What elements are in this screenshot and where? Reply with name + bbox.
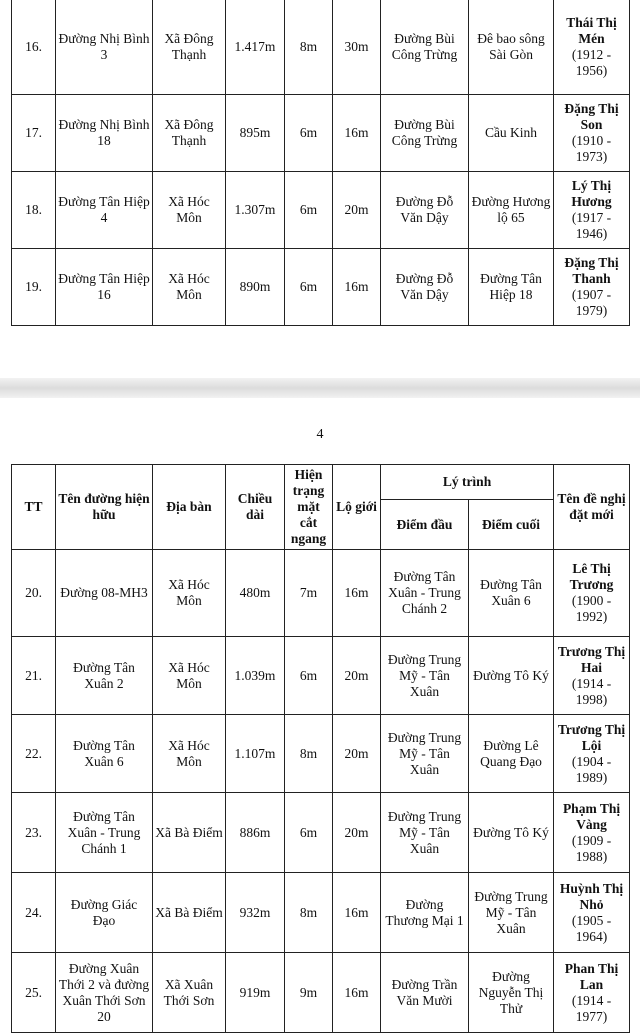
cell-dia-ban: Xã Bà Điểm — [153, 793, 226, 873]
street-table-continued — [11, 0, 630, 326]
cell-chieu-dai: 919m — [226, 953, 285, 1033]
cell-ten-moi — [554, 249, 630, 326]
street-table — [11, 464, 630, 1033]
page-number: 4 — [316, 427, 324, 442]
cell-diem-dau: Đường Trung Mỹ - Tân Xuân — [381, 637, 469, 715]
proposed-name: Trương Thị Hai — [557, 643, 626, 675]
header-ten-duong: Tên đường hiện hữu — [56, 465, 153, 550]
cell-lo-gioi: 20m — [333, 715, 381, 793]
life-years: (1917 - 1946) — [571, 210, 612, 241]
cell-dia-ban: Xã Xuân Thới Sơn — [153, 953, 226, 1033]
cell-dia-ban: Xã Hóc Môn — [153, 550, 226, 637]
proposed-name: Đặng Thị Thanh — [564, 255, 619, 286]
document-page-4 — [0, 398, 640, 1032]
table-row — [12, 550, 630, 637]
header-dia-ban: Địa bàn — [153, 465, 226, 550]
table-row — [12, 637, 630, 715]
cell-hien-trang: 6m — [285, 793, 333, 873]
cell-diem-cuoi: Đường Tô Ký — [469, 793, 554, 873]
cell-lo-gioi: 30m — [333, 0, 381, 95]
page-separator — [0, 378, 640, 398]
table-row — [12, 172, 630, 249]
cell-diem-cuoi: Đường Trung Mỹ - Tân Xuân — [469, 873, 554, 953]
cell-ten-duong: Đường Nhị Bình 3 — [56, 0, 153, 95]
cell-hien-trang: 7m — [285, 550, 333, 637]
cell-diem-cuoi: Đường Tân Xuân 6 — [469, 550, 554, 637]
cell-chieu-dai: 1.417m — [226, 0, 285, 95]
header-lo-gioi: Lộ giới — [333, 465, 381, 550]
cell-diem-cuoi: Đường Lê Quang Đạo — [469, 715, 554, 793]
cell-diem-cuoi: Đường Tân Hiệp 18 — [469, 249, 554, 326]
proposed-name: Đặng Thị Son — [564, 101, 619, 132]
life-years: (1910 - 1973) — [571, 133, 612, 164]
cell-ten-moi — [554, 95, 630, 172]
cell-lo-gioi: 20m — [333, 793, 381, 873]
cell-dia-ban: Xã Đông Thạnh — [153, 95, 226, 172]
cell-ten-moi — [554, 873, 630, 953]
proposed-name: Phạm Thị Vàng — [562, 800, 621, 832]
cell-chieu-dai: 886m — [226, 793, 285, 873]
proposed-name: Phan Thị Lan — [564, 960, 619, 992]
cell-diem-cuoi: Đường Nguyễn Thị Thử — [469, 953, 554, 1033]
table-row — [12, 715, 630, 793]
table-header-row — [12, 465, 630, 500]
cell-hien-trang: 8m — [285, 0, 333, 95]
life-years: (1914 - 1998) — [571, 675, 612, 707]
life-years: (1914 - 1977) — [571, 992, 612, 1024]
proposed-name: Lý Thị Hương — [571, 178, 612, 209]
proposed-name: Lê Thị Trương — [569, 561, 614, 592]
cell-ten-duong: Đường Nhị Bình 18 — [56, 95, 153, 172]
proposed-name: Huỳnh Thị Nhỏ — [559, 880, 624, 912]
cell-tt: 19. — [12, 249, 56, 326]
life-years: (1907 - 1979) — [571, 287, 612, 318]
cell-diem-cuoi: Đường Tô Ký — [469, 637, 554, 715]
table-row — [12, 0, 630, 95]
cell-dia-ban: Xã Đông Thạnh — [153, 0, 226, 95]
cell-diem-dau: Đường Trung Mỹ - Tân Xuân — [381, 793, 469, 873]
cell-tt: 25. — [12, 953, 56, 1033]
life-years: (1900 - 1992) — [571, 593, 612, 624]
cell-ten-duong: Đường Tân Hiệp 4 — [56, 172, 153, 249]
life-years: (1904 - 1989) — [571, 753, 612, 785]
cell-tt: 24. — [12, 873, 56, 953]
cell-ten-moi — [554, 550, 630, 637]
cell-diem-dau: Đường Đỗ Văn Dậy — [381, 172, 469, 249]
table-row — [12, 873, 630, 953]
cell-diem-cuoi: Đê bao sông Sài Gòn — [469, 0, 554, 95]
cell-dia-ban: Xã Hóc Môn — [153, 637, 226, 715]
cell-ten-moi — [554, 0, 630, 95]
cell-diem-cuoi: Cầu Kinh — [469, 95, 554, 172]
cell-lo-gioi: 20m — [333, 172, 381, 249]
life-years: (1912 - 1956) — [571, 47, 612, 78]
cell-diem-dau: Đường Trần Văn Mười — [381, 953, 469, 1033]
cell-dia-ban: Xã Bà Điểm — [153, 873, 226, 953]
cell-tt: 23. — [12, 793, 56, 873]
cell-tt: 20. — [12, 550, 56, 637]
cell-hien-trang: 6m — [285, 249, 333, 326]
cell-hien-trang: 8m — [285, 715, 333, 793]
cell-dia-ban: Xã Hóc Môn — [153, 715, 226, 793]
table-row — [12, 249, 630, 326]
cell-ten-duong: Đường Tân Xuân - Trung Chánh 1 — [56, 793, 153, 873]
cell-dia-ban: Xã Hóc Môn — [153, 172, 226, 249]
cell-chieu-dai: 1.107m — [226, 715, 285, 793]
cell-tt: 17. — [12, 95, 56, 172]
table-row — [12, 793, 630, 873]
cell-lo-gioi: 16m — [333, 550, 381, 637]
life-years: (1909 - 1988) — [571, 832, 612, 864]
header-tt: TT — [12, 465, 56, 550]
cell-lo-gioi: 16m — [333, 95, 381, 172]
cell-lo-gioi: 16m — [333, 953, 381, 1033]
cell-diem-cuoi: Đường Hương lộ 65 — [469, 172, 554, 249]
cell-diem-dau: Đường Tân Xuân - Trung Chánh 2 — [381, 550, 469, 637]
cell-chieu-dai: 1.307m — [226, 172, 285, 249]
table-row — [12, 953, 630, 1033]
cell-ten-moi — [554, 953, 630, 1033]
cell-hien-trang: 8m — [285, 873, 333, 953]
cell-chieu-dai: 895m — [226, 95, 285, 172]
cell-tt: 16. — [12, 0, 56, 95]
header-diem-dau: Điểm đầu — [381, 500, 469, 550]
proposed-name: Trương Thị Lội — [557, 721, 626, 753]
cell-hien-trang: 6m — [285, 637, 333, 715]
cell-ten-moi — [554, 172, 630, 249]
cell-ten-duong: Đường Xuân Thới 2 và đường Xuân Thới Sơn 20 — [56, 953, 153, 1033]
cell-ten-duong: Đường Giác Đạo — [56, 873, 153, 953]
cell-diem-dau: Đường Thương Mại 1 — [381, 873, 469, 953]
cell-tt: 21. — [12, 637, 56, 715]
cell-hien-trang: 6m — [285, 95, 333, 172]
proposed-name: Thái Thị Mén — [566, 15, 617, 46]
header-ten-de-nghi: Tên đề nghị đặt mới — [554, 465, 630, 550]
header-diem-cuoi: Điểm cuối — [469, 500, 554, 550]
header-chieu-dai: Chiều dài — [226, 465, 285, 550]
cell-chieu-dai: 890m — [226, 249, 285, 326]
cell-ten-duong: Đường Tân Xuân 2 — [56, 637, 153, 715]
cell-diem-dau: Đường Bùi Công Trừng — [381, 0, 469, 95]
cell-lo-gioi: 20m — [333, 637, 381, 715]
cell-diem-dau: Đường Đỗ Văn Dậy — [381, 249, 469, 326]
header-hien-trang: Hiện trạng mặt cắt ngang — [285, 465, 333, 550]
cell-lo-gioi: 16m — [333, 249, 381, 326]
cell-ten-duong: Đường 08-MH3 — [56, 550, 153, 637]
cell-chieu-dai: 1.039m — [226, 637, 285, 715]
cell-chieu-dai: 480m — [226, 550, 285, 637]
header-ly-trinh: Lý trình — [381, 465, 554, 500]
cell-tt: 18. — [12, 172, 56, 249]
cell-lo-gioi: 16m — [333, 873, 381, 953]
cell-ten-duong: Đường Tân Hiệp 16 — [56, 249, 153, 326]
table-row — [12, 95, 630, 172]
cell-ten-moi — [554, 793, 630, 873]
cell-tt: 22. — [12, 715, 56, 793]
cell-hien-trang: 6m — [285, 172, 333, 249]
cell-hien-trang: 9m — [285, 953, 333, 1033]
cell-ten-moi — [554, 637, 630, 715]
cell-diem-dau: Đường Bùi Công Trừng — [381, 95, 469, 172]
cell-ten-duong: Đường Tân Xuân 6 — [56, 715, 153, 793]
cell-ten-moi — [554, 715, 630, 793]
cell-chieu-dai: 932m — [226, 873, 285, 953]
document-page-3 — [0, 0, 640, 378]
cell-dia-ban: Xã Hóc Môn — [153, 249, 226, 326]
cell-diem-dau: Đường Trung Mỹ - Tân Xuân — [381, 715, 469, 793]
life-years: (1905 - 1964) — [571, 912, 612, 944]
